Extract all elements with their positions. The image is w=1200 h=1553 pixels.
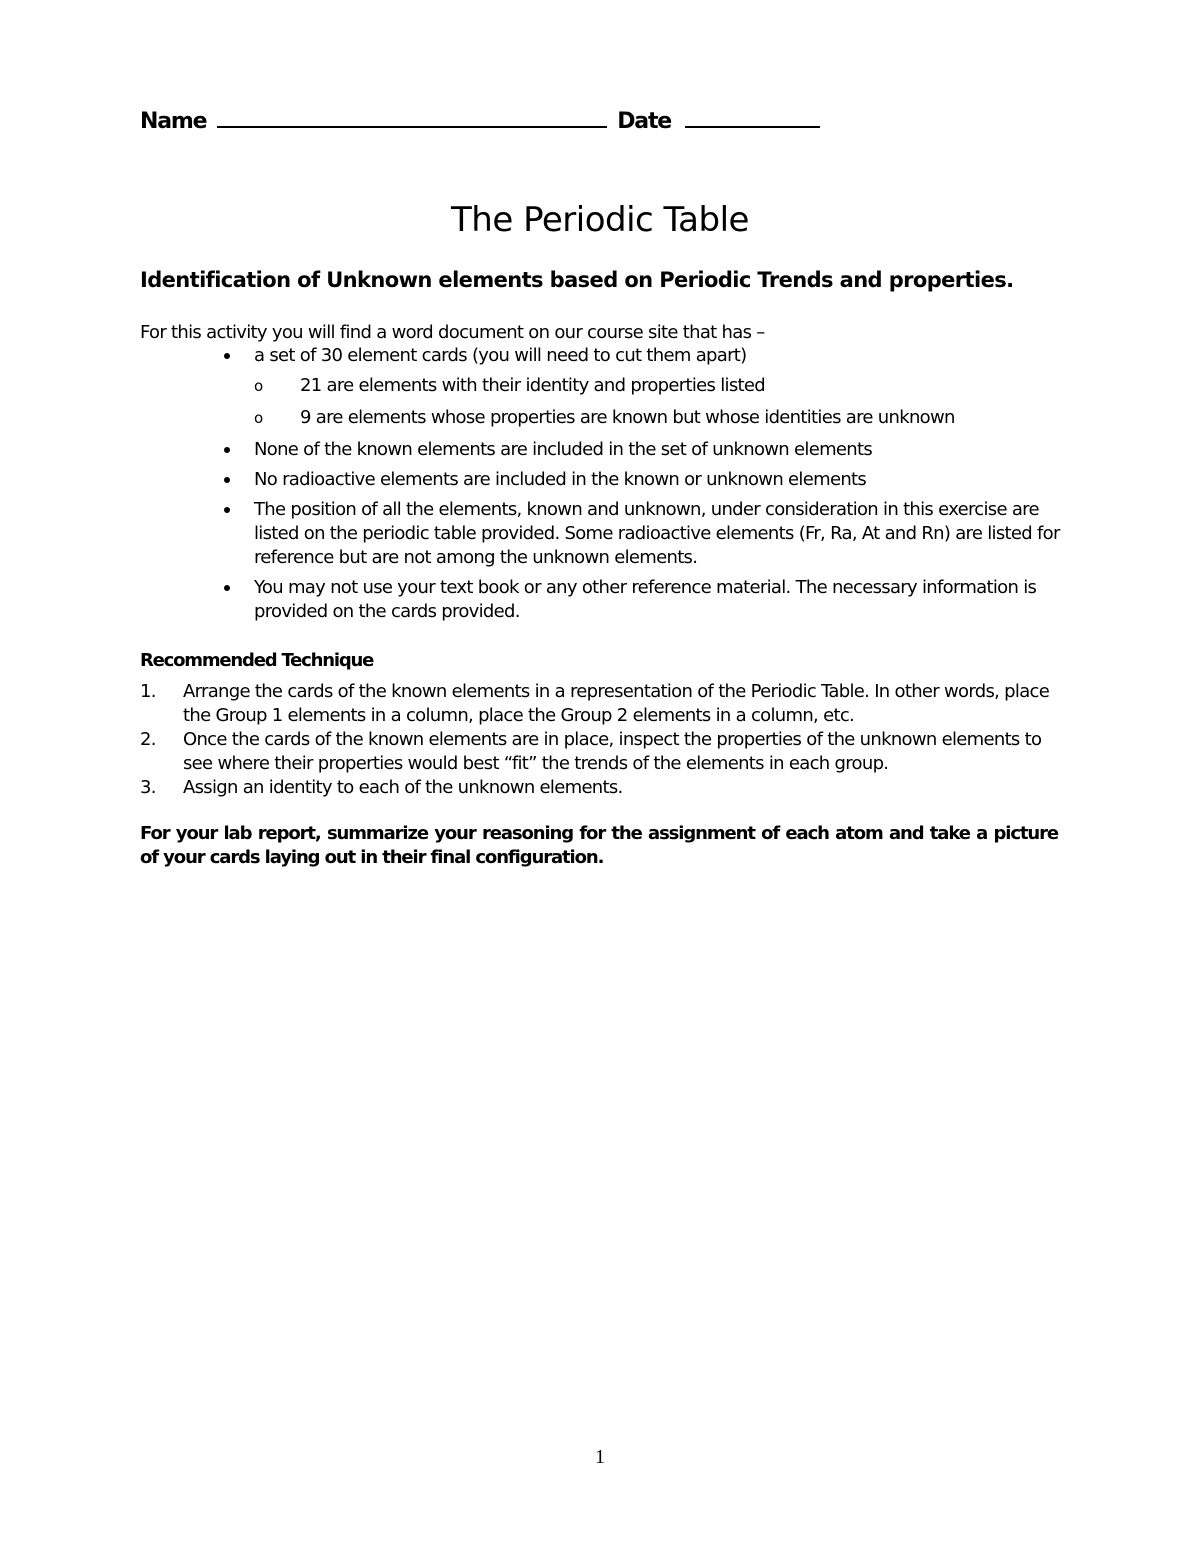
circle-bullet-icon: o	[254, 377, 263, 395]
circle-bullet-icon: o	[254, 409, 263, 427]
sub-list-item	[254, 374, 1060, 398]
name-label: Name	[140, 109, 207, 134]
list-item	[140, 498, 1060, 570]
technique-steps	[140, 680, 1060, 800]
lab-report-instruction: For your lab report, summarize your reasoning for the assignment of each atom and take a picture of your cards laying out in their final configuration.	[140, 823, 1058, 868]
page-subtitle: Identification of Unknown elements based on Periodic Trends and properties.	[140, 268, 1014, 292]
date-label: Date	[617, 109, 671, 134]
bullet-dot-icon	[224, 447, 230, 453]
list-item	[140, 438, 1060, 462]
list-item	[140, 344, 1060, 430]
bullet-dot-icon	[224, 477, 230, 483]
page-number: 1	[595, 1446, 605, 1468]
step-text: Assign an identity to each of the unknown elements.	[183, 777, 623, 798]
sub-bullet-list	[254, 374, 1060, 430]
name-blank[interactable]	[217, 108, 607, 128]
step-text: Arrange the cards of the known elements in a representation of the Periodic Table. In other words, place the Group 1 elements in a column, place the Group 2 elements in a column, etc.	[183, 681, 1050, 726]
step-number: 1.	[140, 681, 156, 702]
step-number: 2.	[140, 729, 156, 750]
sub-bullet-text: 9 are elements whose properties are known but whose identities are unknown	[300, 407, 955, 428]
date-blank[interactable]	[685, 108, 820, 128]
list-item	[140, 728, 1060, 776]
list-item	[140, 468, 1060, 492]
name-date-line	[140, 108, 820, 134]
step-number: 3.	[140, 777, 156, 798]
bullet-text: None of the known elements are included in the set of unknown elements	[254, 439, 873, 460]
technique-heading: Recommended Technique	[140, 650, 374, 671]
bullet-text: You may not use your text book or any other reference material. The necessary information is provided on the cards provided.	[254, 577, 1037, 622]
step-text: Once the cards of the known elements are in place, inspect the properties of the unknown elements to see where their properties would best “fit” the trends of the elements in each group.	[183, 729, 1042, 774]
list-item	[140, 576, 1060, 624]
bullet-dot-icon	[224, 353, 230, 359]
sub-list-item	[254, 406, 1060, 430]
bullet-dot-icon	[224, 585, 230, 591]
list-item	[140, 776, 1060, 800]
bullet-text: The position of all the elements, known and unknown, under consideration in this exercise are listed on the periodic table provided. Some radioactive elements (Fr, Ra, At and Rn) are listed for reference but are not among the unknown elements.	[254, 499, 1060, 568]
bullet-text: a set of 30 element cards (you will need to cut them apart)	[254, 345, 747, 366]
sub-bullet-text: 21 are elements with their identity and properties listed	[300, 375, 765, 396]
bullet-dot-icon	[224, 507, 230, 513]
bullet-text: No radioactive elements are included in the known or unknown elements	[254, 469, 867, 490]
bullet-list	[140, 344, 1060, 624]
list-item	[140, 680, 1060, 728]
intro-text: For this activity you will find a word document on our course site that has –	[140, 322, 765, 343]
page-title: The Periodic Table	[451, 200, 749, 240]
